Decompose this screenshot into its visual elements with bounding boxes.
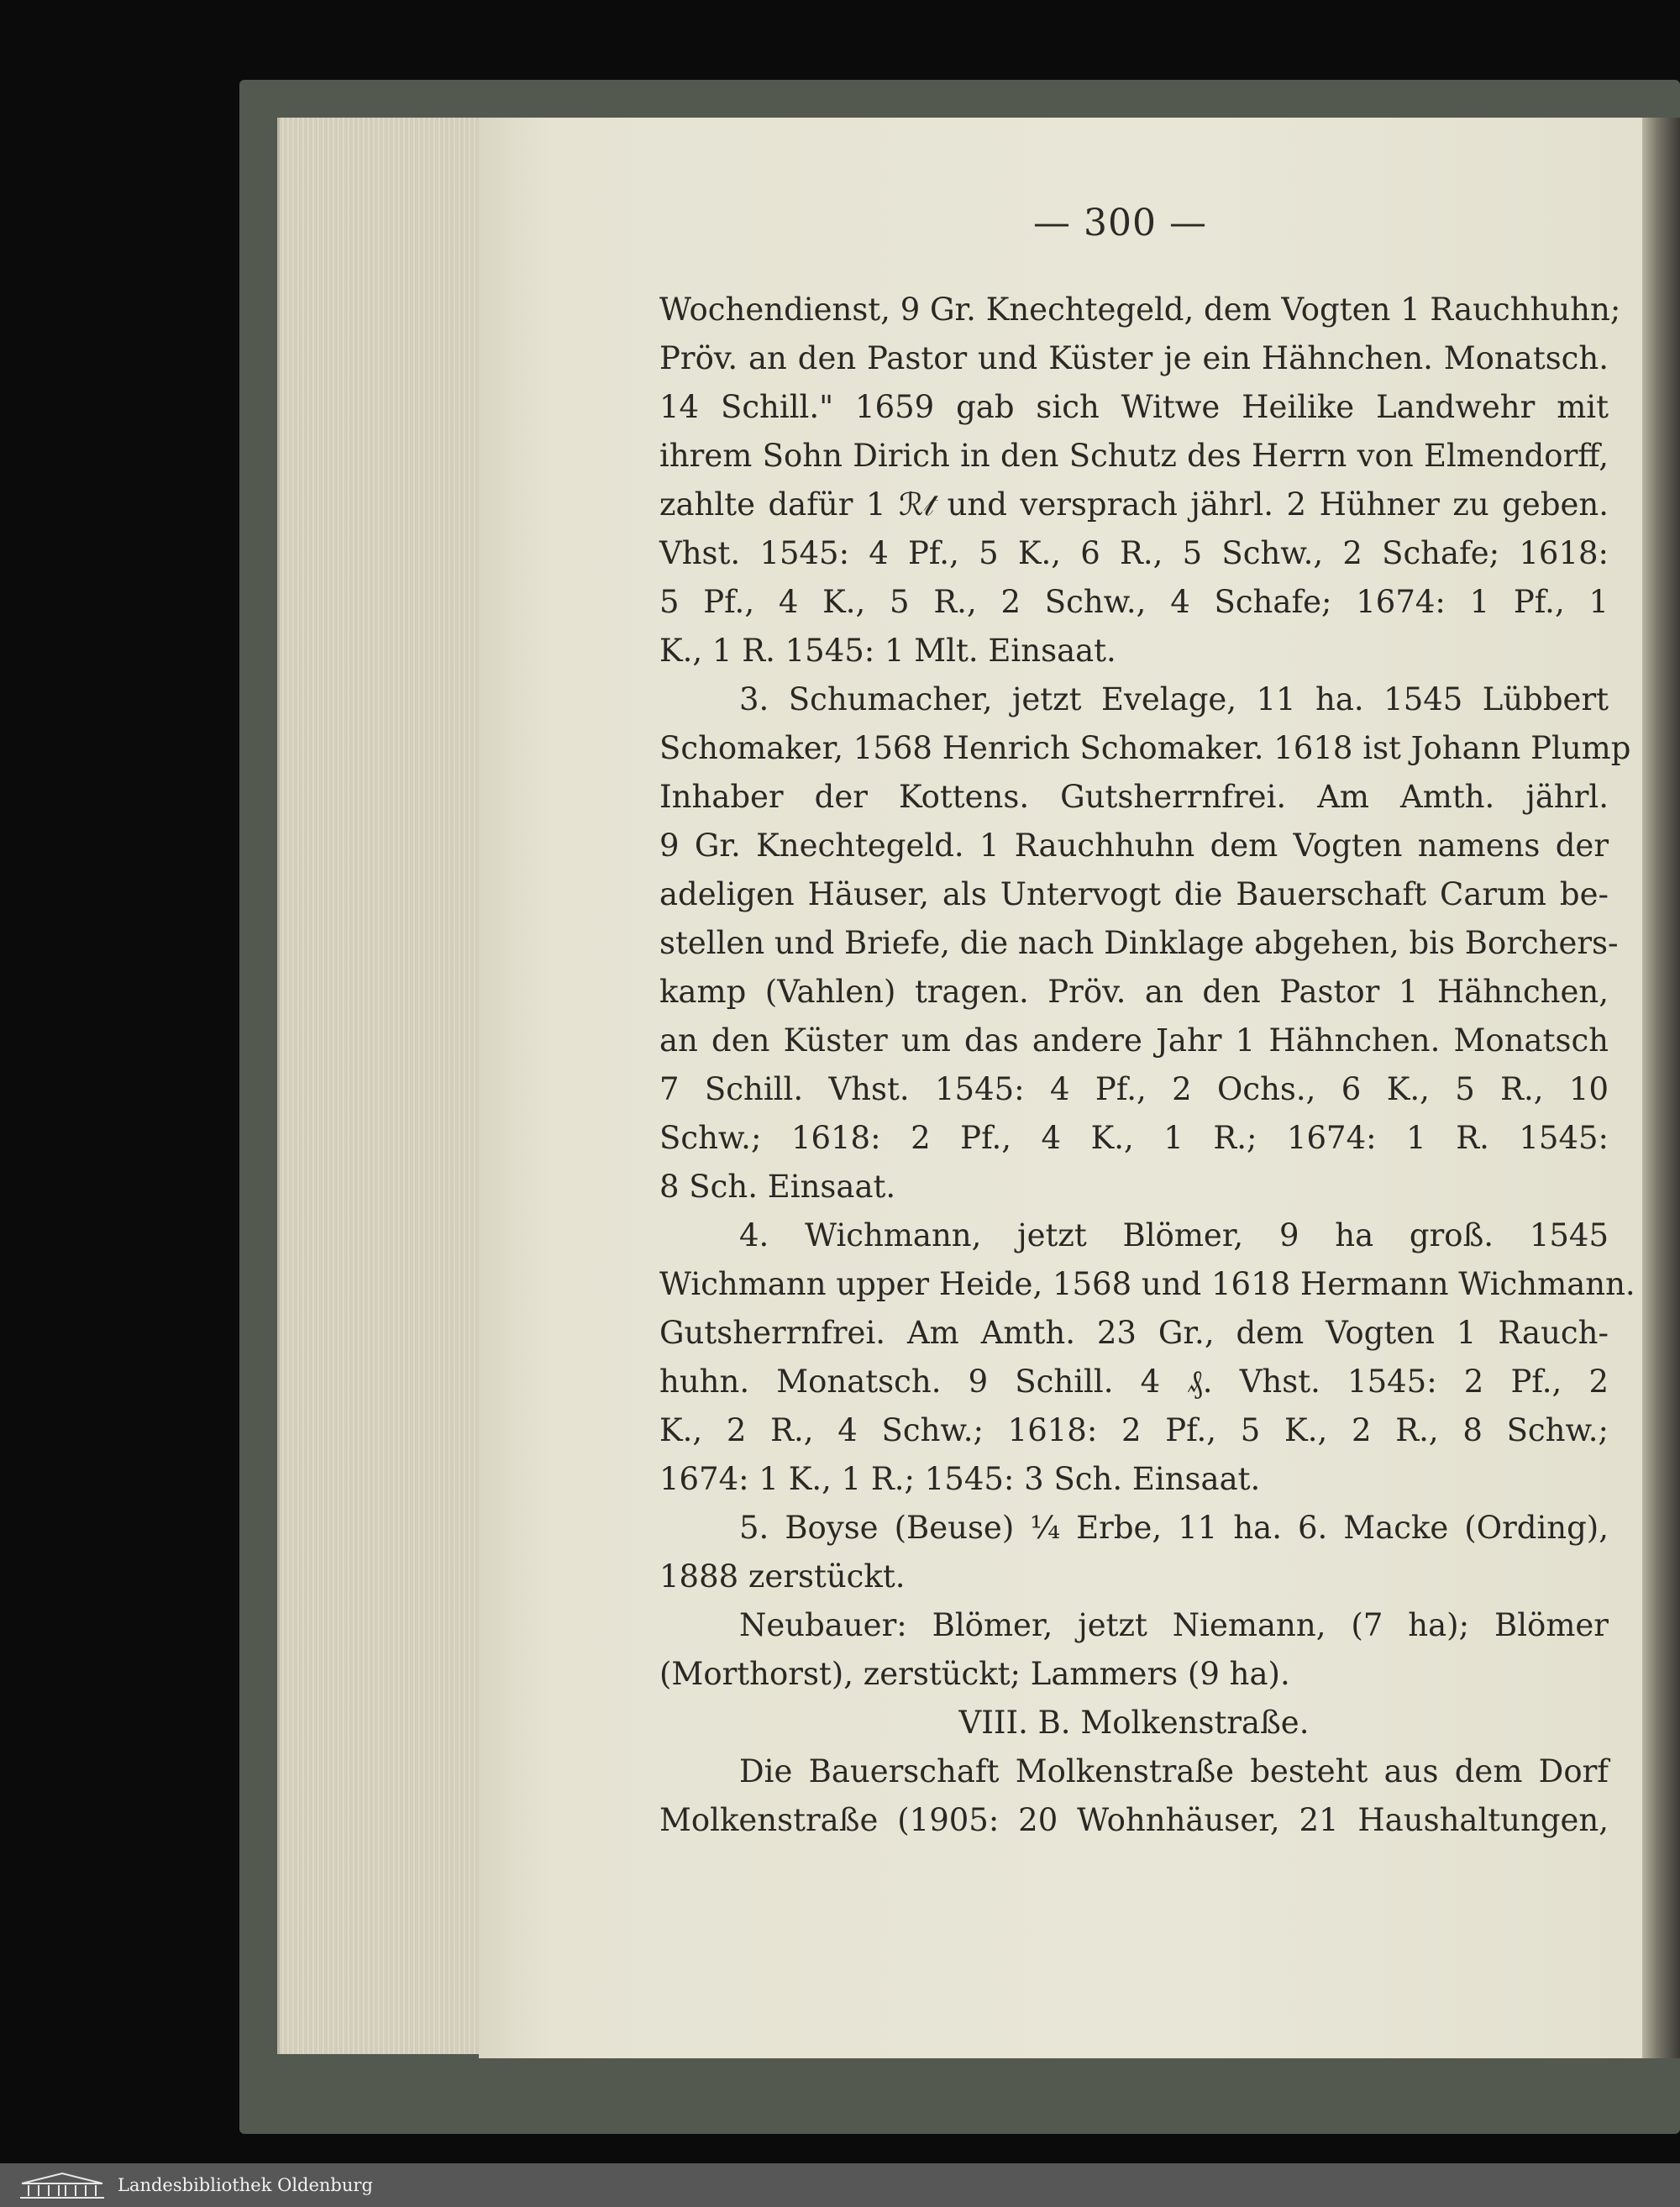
text-line: 1888 zerstückt.: [659, 1558, 906, 1595]
footer-bar: [0, 2163, 1680, 2207]
text-line: Inhaber der Kottens. Gutsherrnfrei. Am Amth. jährl.: [659, 779, 1609, 815]
text-line: Vhst. 1545: 4 Pf., 5 K., 6 R., 5 Schw., 2 Schafe; 1618:: [659, 535, 1609, 571]
book-gutter: [1642, 118, 1680, 2058]
page-edges: [277, 118, 486, 2054]
text-line: 1674: 1 K., 1 R.; 1545: 3 Sch. Einsaat.: [659, 1461, 1261, 1497]
text-line: 5 Pf., 4 K., 5 R., 2 Schw., 4 Schafe; 1674: 1 Pf., 1: [659, 584, 1609, 620]
text-line: Schomaker, 1568 Henrich Schomaker. 1618 ist Johann Plump: [659, 730, 1631, 766]
text-line: Wichmann upper Heide, 1568 und 1618 Hermann Wichmann.: [659, 1266, 1635, 1302]
text-line: zahlte dafür 1 ℛ𝓉 und versprach jährl. 2 Hühner zu geben.: [659, 486, 1609, 523]
text-line: Schw.; 1618: 2 Pf., 4 K., 1 R.; 1674: 1 R. 1545:: [659, 1120, 1609, 1156]
page-text: [659, 286, 1635, 1845]
text-line: Gutsherrnfrei. Am Amth. 23 Gr., dem Vogten 1 Rauch-: [659, 1315, 1609, 1351]
text-line: kamp (Vahlen) tragen. Pröv. an den Pastor 1 Hähnchen,: [659, 974, 1609, 1010]
text-line: 4. Wichmann, jetzt Blömer, 9 ha groß. 1545: [739, 1217, 1609, 1253]
text-line: adeligen Häuser, als Untervogt die Bauerschaft Carum be-: [659, 876, 1609, 912]
text-line: 8 Sch. Einsaat.: [659, 1169, 896, 1205]
text-line: Molkenstraße (1905: 20 Wohnhäuser, 21 Haushaltungen,: [659, 1802, 1609, 1838]
text-line: 14 Schill." 1659 gab sich Witwe Heilike Landwehr mit: [659, 389, 1609, 425]
text-line: ihrem Sohn Dirich in den Schutz des Herrn von Elmendorff,: [659, 438, 1609, 474]
section-heading: VIII. B. Molkenstraße.: [958, 1705, 1310, 1741]
library-building-icon: [18, 2170, 106, 2200]
text-line: Pröv. an den Pastor und Küster je ein Hähnchen. Monatsch.: [659, 340, 1609, 376]
text-line: Neubauer: Blömer, jetzt Niemann, (7 ha); Blömer: [739, 1607, 1609, 1643]
text-line: an den Küster um das andere Jahr 1 Hähnchen. Monatsch: [659, 1022, 1609, 1059]
text-line: stellen und Briefe, die nach Dinklage abgehen, bis Borchers-: [659, 925, 1619, 961]
text-line: 3. Schumacher, jetzt Evelage, 11 ha. 1545 Lübbert: [739, 681, 1609, 717]
text-line: Wochendienst, 9 Gr. Knechtegeld, dem Vogten 1 Rauchhuhn;: [659, 292, 1621, 328]
text-line: Die Bauerschaft Molkenstraße besteht aus dem Dorf: [739, 1753, 1609, 1789]
text-line: 7 Schill. Vhst. 1545: 4 Pf., 2 Ochs., 6 K., 5 R., 10: [659, 1071, 1609, 1107]
text-line: K., 2 R., 4 Schw.; 1618: 2 Pf., 5 K., 2 R., 8 Schw.;: [659, 1412, 1609, 1448]
text-line: (Morthorst), zerstückt; Lammers (9 ha).: [659, 1656, 1290, 1692]
text-line: K., 1 R. 1545: 1 Mlt. Einsaat.: [659, 633, 1116, 669]
library-name: Landesbibliothek Oldenburg: [118, 2175, 373, 2195]
text-line: huhn. Monatsch. 9 Schill. 4 ₰. Vhst. 1545: 2 Pf., 2: [659, 1364, 1609, 1400]
page-number: — 300 —: [1033, 202, 1207, 244]
text-line: 5. Boyse (Beuse) ¼ Erbe, 11 ha. 6. Macke (Ording),: [739, 1510, 1609, 1546]
text-line: 9 Gr. Knechtegeld. 1 Rauchhuhn dem Vogten namens der: [659, 828, 1609, 864]
